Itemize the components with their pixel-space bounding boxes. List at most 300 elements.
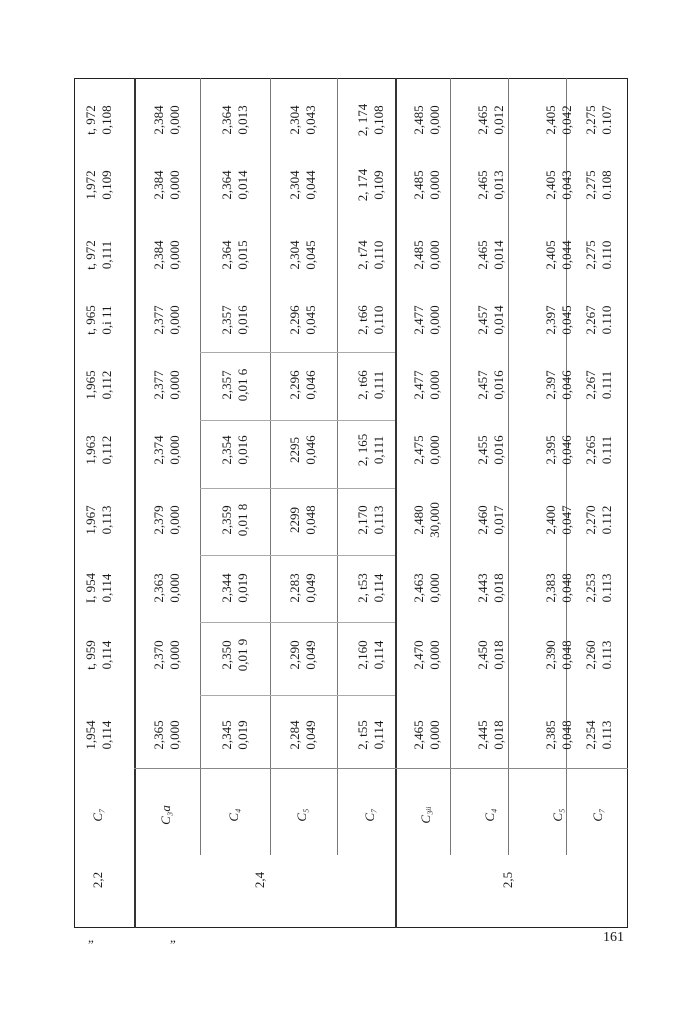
- table-cell-line: 0,046: [559, 435, 574, 465]
- table-cell: [411, 703, 445, 767]
- table-cell-line: 2,344: [219, 573, 234, 603]
- table-cell-line: 1,967: [83, 505, 98, 535]
- table-cell: [151, 418, 185, 482]
- table-cell-line: 0,016: [491, 435, 506, 465]
- table-cell-line: 2,304: [287, 240, 302, 270]
- table-cell-line: 0,019: [235, 573, 250, 603]
- table-cell: [543, 488, 577, 552]
- table-cell-line: 0.110: [599, 240, 614, 270]
- table-cell: [219, 703, 253, 767]
- table-cell-line: 2,304: [287, 105, 302, 135]
- table-cell-line: 0,049: [303, 573, 318, 603]
- table-cell-line: 0,045: [303, 240, 318, 270]
- table-cell: [475, 353, 509, 417]
- table-cell-line: 0,114: [99, 720, 114, 750]
- table-cell-line: 2,377: [151, 305, 166, 335]
- table-cell: [411, 88, 445, 152]
- table-cell: [83, 88, 117, 152]
- table-cell-line: 0,108: [99, 105, 114, 135]
- table-cell-line: 0.113: [599, 573, 614, 603]
- table-cell-line: 2,465: [475, 105, 490, 135]
- table-cell-line: 2,485: [411, 170, 426, 200]
- table-cell: [475, 153, 509, 217]
- table-cell-line: 2,345: [219, 720, 234, 750]
- table-cell-line: 2,485: [411, 105, 426, 135]
- row-label: [590, 795, 610, 835]
- table-cell: [219, 418, 253, 482]
- row-label: [362, 795, 382, 835]
- table-cell-line: 0,000: [427, 305, 442, 335]
- table-cell: [475, 288, 509, 352]
- table-cell-line: 0,014: [491, 240, 506, 270]
- table-cell-line: 0,046: [303, 435, 318, 465]
- table-cell-line: 0,110: [371, 240, 386, 270]
- table-cell: [219, 623, 253, 687]
- table-cell: [543, 88, 577, 152]
- table-cell: [287, 353, 321, 417]
- table-cell-line: 0,113: [371, 505, 386, 535]
- row-label: [418, 795, 438, 835]
- table-cell: [411, 153, 445, 217]
- table-cell: [583, 353, 617, 417]
- table-cell-line: 0,013: [491, 170, 506, 200]
- table-cell: [411, 353, 445, 417]
- table-cell-line: 2,253: [583, 573, 598, 603]
- table-cell-line: 2,354: [219, 435, 234, 465]
- table-cell-line: 0,048: [303, 505, 318, 535]
- table-cell-line: 2,470: [411, 640, 426, 670]
- table-cell: [83, 703, 117, 767]
- table-cell-line: 0.112: [599, 505, 614, 535]
- table-cell-line: 0,044: [303, 170, 318, 200]
- table-cell: [411, 623, 445, 687]
- table-cell: [151, 488, 185, 552]
- table-cell-line: 2,405: [543, 240, 558, 270]
- row-label-line: C₅: [550, 808, 565, 822]
- table-cell-line: 2,463: [411, 573, 426, 603]
- table-cell-line: 2,267: [583, 370, 598, 400]
- table-cell: [83, 623, 117, 687]
- table-cell: [583, 288, 617, 352]
- group-label-line: 2,2: [90, 871, 105, 889]
- table-cell-line: 2,405: [543, 105, 558, 135]
- table-cell: [219, 223, 253, 287]
- table-cell-line: 2,377: [151, 370, 166, 400]
- table-cell-line: 0,000: [167, 640, 182, 670]
- table-cell-line: 0,000: [167, 573, 182, 603]
- row-label: [482, 795, 502, 835]
- table-cell-line: 0,000: [427, 105, 442, 135]
- table-cell-line: 2,475: [411, 435, 426, 465]
- table-cell-line: 0,01 8: [235, 503, 250, 537]
- table-cell-line: I, 954: [83, 572, 98, 604]
- table-cell-line: 2,365: [151, 720, 166, 750]
- table-cell-line: 0,015: [235, 240, 250, 270]
- table-cell-line: 0,01 9: [235, 638, 250, 672]
- table-cell-line: 0.113: [599, 720, 614, 750]
- table-cell-line: 2,457: [475, 305, 490, 335]
- row-label: [90, 795, 110, 835]
- table-cell-line: 2,485: [411, 240, 426, 270]
- table-cell-line: 0,045: [559, 305, 574, 335]
- table-cell-line: 2, 165: [355, 433, 370, 467]
- table-cell: [151, 88, 185, 152]
- table-cell-line: 0,01 6: [235, 368, 250, 402]
- row-label-line: C₄: [226, 808, 241, 822]
- ditto-mark: „: [88, 930, 94, 945]
- table-cell: [475, 623, 509, 687]
- table-cell-line: 2,450: [475, 640, 490, 670]
- table-cell: [151, 153, 185, 217]
- table-cell-line: 2,275: [583, 170, 598, 200]
- table-cell-line: 0,018: [491, 720, 506, 750]
- table-cell-line: 1,965: [83, 370, 98, 400]
- table-cell: [543, 623, 577, 687]
- table-cell: [83, 223, 117, 287]
- table-cell-line: 2,160: [355, 640, 370, 670]
- table-cell-line: 0,109: [99, 170, 114, 200]
- table-cell-line: 2,296: [287, 305, 302, 335]
- table-cell: [475, 556, 509, 620]
- table-cell-line: 2,270: [583, 505, 598, 535]
- table-cell: [219, 88, 253, 152]
- table-cell: [151, 703, 185, 767]
- table-cell-line: 0,046: [559, 370, 574, 400]
- table-cell-line: 2,465: [411, 720, 426, 750]
- table-cell: [83, 556, 117, 620]
- table-cell: [287, 623, 321, 687]
- table-cell-line: 2,460: [475, 505, 490, 535]
- table-cell-line: 2,480: [411, 505, 426, 535]
- row-label-line: C₄: [482, 808, 497, 822]
- row-label: [158, 795, 178, 835]
- table-cell-line: 2, t74: [355, 240, 370, 270]
- table-cell-line: 0,000: [427, 720, 442, 750]
- table-cell-line: 0.108: [599, 170, 614, 200]
- table-cell-line: 0.110: [599, 305, 614, 335]
- table-cell-line: 0,109: [371, 170, 386, 200]
- table-cell: [287, 88, 321, 152]
- table-cell-line: 1,972: [83, 170, 98, 200]
- table-cell-line: 0,111: [99, 240, 114, 270]
- group-label-line: 2,5: [500, 871, 515, 889]
- table-cell-line: 0,000: [167, 435, 182, 465]
- table-cell: [151, 353, 185, 417]
- table-cell: [151, 556, 185, 620]
- grid-line: [450, 78, 451, 855]
- table-cell-line: 1,954: [83, 720, 98, 750]
- table-cell: [83, 153, 117, 217]
- grid-line: [134, 768, 628, 769]
- table-cell-line: 0,000: [167, 105, 182, 135]
- table-cell-line: 2,384: [151, 170, 166, 200]
- table-cell-line: 0,113: [99, 505, 114, 535]
- table-cell: [355, 418, 389, 482]
- table-cell: [355, 353, 389, 417]
- table-cell-line: 0,000: [167, 505, 182, 535]
- table-cell-line: 0.113: [599, 640, 614, 670]
- table-cell-line: 0,111: [371, 435, 386, 465]
- row-label-line: C₇: [90, 808, 105, 822]
- group-label: [90, 860, 110, 900]
- table-cell-line: 2,384: [151, 105, 166, 135]
- table-cell: [543, 556, 577, 620]
- table-cell: [287, 703, 321, 767]
- table-cell: [355, 288, 389, 352]
- table-cell: [411, 223, 445, 287]
- table-cell-line: 0,013: [235, 105, 250, 135]
- table-cell-line: 0,112: [99, 370, 114, 400]
- table-cell: [475, 223, 509, 287]
- table-cell-line: 2,477: [411, 305, 426, 335]
- table-cell-line: 2,477: [411, 370, 426, 400]
- table-cell-line: 2,359: [219, 505, 234, 535]
- table-cell: [411, 556, 445, 620]
- table-cell-line: 0,114: [371, 573, 386, 603]
- table-cell-line: 2295: [287, 437, 302, 463]
- table-cell: [583, 703, 617, 767]
- table-cell-line: 2,465: [475, 240, 490, 270]
- table-cell: [475, 703, 509, 767]
- table-cell-line: 0,044: [559, 240, 574, 270]
- table-cell-line: 2,296: [287, 370, 302, 400]
- table-cell: [355, 556, 389, 620]
- table-cell-line: t, 972: [83, 240, 98, 270]
- table-cell-line: 0,012: [491, 105, 506, 135]
- table-cell-line: 0,000: [167, 240, 182, 270]
- table-cell-line: 2,357: [219, 370, 234, 400]
- row-label-line: C₃ᵢᵢ: [418, 806, 433, 824]
- table-cell-line: 2,445: [475, 720, 490, 750]
- table-cell-line: 1,963: [83, 435, 98, 465]
- grid-line: [134, 78, 136, 928]
- row-label-line: C₇: [362, 808, 377, 822]
- table-cell-line: 0.111: [599, 435, 614, 465]
- table-cell-line: 0,016: [491, 370, 506, 400]
- table-cell: [355, 623, 389, 687]
- grid-line: [270, 78, 271, 855]
- table-cell: [287, 223, 321, 287]
- table-cell-line: 0,048: [559, 573, 574, 603]
- table-cell: [219, 353, 253, 417]
- table-cell-line: 0,000: [427, 240, 442, 270]
- table-cell-line: 2, 174: [355, 103, 370, 137]
- table-cell-line: 0,014: [491, 305, 506, 335]
- table-cell: [583, 623, 617, 687]
- table-cell-line: 2,284: [287, 720, 302, 750]
- table-cell: [287, 288, 321, 352]
- table-cell-line: 0,047: [559, 505, 574, 535]
- table-cell-line: 0,000: [167, 370, 182, 400]
- table-cell-line: 0,000: [427, 640, 442, 670]
- table-cell: [219, 153, 253, 217]
- table-cell: [411, 288, 445, 352]
- table-cell-line: 2,379: [151, 505, 166, 535]
- grid-line: [337, 78, 338, 855]
- table-cell: [583, 418, 617, 482]
- table-cell-line: 0,108: [371, 105, 386, 135]
- table-cell-line: 2,400: [543, 505, 558, 535]
- table-cell-line: 0.107: [599, 105, 614, 135]
- table-cell-line: 0.111: [599, 370, 614, 400]
- table-cell-line: 0,046: [303, 370, 318, 400]
- table-cell: [475, 418, 509, 482]
- table-cell: [355, 88, 389, 152]
- table-cell-line: 2,457: [475, 370, 490, 400]
- table-cell-line: 2,384: [151, 240, 166, 270]
- table-cell-line: 2,290: [287, 640, 302, 670]
- row-label: [226, 795, 246, 835]
- row-label: [294, 795, 314, 835]
- table-cell: [83, 488, 117, 552]
- table-cell-line: 2,350: [219, 640, 234, 670]
- table-cell-line: 0,112: [99, 435, 114, 465]
- table-cell: [411, 488, 445, 552]
- table-cell-line: 2,370: [151, 640, 166, 670]
- table-cell: [83, 418, 117, 482]
- table-cell: [583, 488, 617, 552]
- table-cell-line: 0,114: [99, 640, 114, 670]
- table-cell: [583, 88, 617, 152]
- table-cell-line: 0,042: [559, 105, 574, 135]
- table-cell: [287, 488, 321, 552]
- table-cell-line: 2,283: [287, 573, 302, 603]
- group-label-line: 2,4: [252, 871, 267, 889]
- table-cell: [475, 488, 509, 552]
- table-cell-line: 2,260: [583, 640, 598, 670]
- table-cell: [583, 223, 617, 287]
- table-cell-line: 0,000: [427, 170, 442, 200]
- grid-line: [395, 78, 397, 928]
- table-cell-line: 0,014: [235, 170, 250, 200]
- table-cell: [287, 418, 321, 482]
- table-cell-line: 2,374: [151, 435, 166, 465]
- table-cell: [355, 488, 389, 552]
- table-cell-line: 2,465: [475, 170, 490, 200]
- table-cell-line: 0,016: [235, 435, 250, 465]
- table-cell-line: 2,275: [583, 105, 598, 135]
- table-cell: [411, 418, 445, 482]
- table-cell-line: 2,385: [543, 720, 558, 750]
- table-cell-line: 0,018: [491, 573, 506, 603]
- row-label-line: C₃a: [158, 805, 173, 825]
- table-cell-line: 0,018: [491, 640, 506, 670]
- table-cell-line: 2299: [287, 507, 302, 533]
- table-cell: [475, 88, 509, 152]
- group-label: [252, 860, 272, 900]
- table-cell-line: 0,017: [491, 505, 506, 535]
- table-cell-line: 0,i 11: [99, 305, 114, 335]
- table-cell: [151, 288, 185, 352]
- row-label: [550, 795, 570, 835]
- table-cell: [543, 418, 577, 482]
- table-cell: [83, 288, 117, 352]
- table-cell-line: 2, t53: [355, 573, 370, 603]
- table-cell-line: 2,390: [543, 640, 558, 670]
- table-cell-line: 0,000: [167, 170, 182, 200]
- table-cell-line: 2,364: [219, 240, 234, 270]
- table-cell-line: 2, t66: [355, 305, 370, 335]
- table-cell-line: 2,397: [543, 370, 558, 400]
- table-cell-line: 0,049: [303, 640, 318, 670]
- table-cell-line: 2, t55: [355, 720, 370, 750]
- table-cell-line: 2,304: [287, 170, 302, 200]
- table-cell-line: 2,395: [543, 435, 558, 465]
- table-cell-line: 30,000: [427, 502, 442, 538]
- table-cell-line: 0,000: [427, 370, 442, 400]
- table-cell-line: 2,405: [543, 170, 558, 200]
- table-cell-line: 0,016: [235, 305, 250, 335]
- table-cell-line: 0,043: [559, 170, 574, 200]
- table-cell-line: t, 965: [83, 305, 98, 335]
- table-cell-line: 0,114: [371, 720, 386, 750]
- table-cell-line: 2,170: [355, 505, 370, 535]
- page-number: 161: [603, 930, 624, 945]
- row-label-line: C₅: [294, 808, 309, 822]
- table-cell-line: 0,049: [303, 720, 318, 750]
- table-cell-line: 2,265: [583, 435, 598, 465]
- table-cell-line: 2,397: [543, 305, 558, 335]
- table-cell: [583, 153, 617, 217]
- table-cell-line: 0,000: [167, 720, 182, 750]
- table-cell: [83, 353, 117, 417]
- table-cell: [543, 288, 577, 352]
- table-cell: [543, 353, 577, 417]
- table-cell-line: 0,043: [303, 105, 318, 135]
- table-cell-line: t, 959: [83, 640, 98, 670]
- ditto-mark: „: [170, 930, 176, 945]
- table-cell-line: 2,254: [583, 720, 598, 750]
- table-cell: [151, 623, 185, 687]
- table-cell-line: 2,357: [219, 305, 234, 335]
- table-cell: [543, 223, 577, 287]
- table-cell-line: 0,000: [427, 573, 442, 603]
- table-cell-line: 2,443: [475, 573, 490, 603]
- table-cell-line: 2,364: [219, 170, 234, 200]
- table-cell-line: 0,048: [559, 640, 574, 670]
- group-label: [500, 860, 520, 900]
- table-cell-line: 0,045: [303, 305, 318, 335]
- table-cell-line: 2, t66: [355, 370, 370, 400]
- table-cell-line: 2,383: [543, 573, 558, 603]
- table-cell-line: 2, 174: [355, 168, 370, 202]
- table-cell-line: 2,267: [583, 305, 598, 335]
- grid-line: [200, 695, 395, 696]
- table-cell-line: t, 972: [83, 105, 98, 135]
- table-cell-line: 0,110: [371, 305, 386, 335]
- table-cell: [543, 153, 577, 217]
- table-cell: [219, 556, 253, 620]
- table-cell: [151, 223, 185, 287]
- table-cell: [355, 153, 389, 217]
- grid-line: [200, 78, 201, 855]
- table-cell: [543, 703, 577, 767]
- table-cell-line: 2,364: [219, 105, 234, 135]
- table-cell-line: 2,275: [583, 240, 598, 270]
- table-cell-line: 0,019: [235, 720, 250, 750]
- table-cell-line: 0,000: [167, 305, 182, 335]
- table-cell: [583, 556, 617, 620]
- row-label-line: C₇: [590, 808, 605, 822]
- table-cell: [219, 488, 253, 552]
- table-cell-line: 2,363: [151, 573, 166, 603]
- table-cell: [287, 556, 321, 620]
- table-cell: [287, 153, 321, 217]
- table-cell: [355, 703, 389, 767]
- table-cell: [355, 223, 389, 287]
- table-cell-line: 0,111: [371, 370, 386, 400]
- table-cell-line: 2,455: [475, 435, 490, 465]
